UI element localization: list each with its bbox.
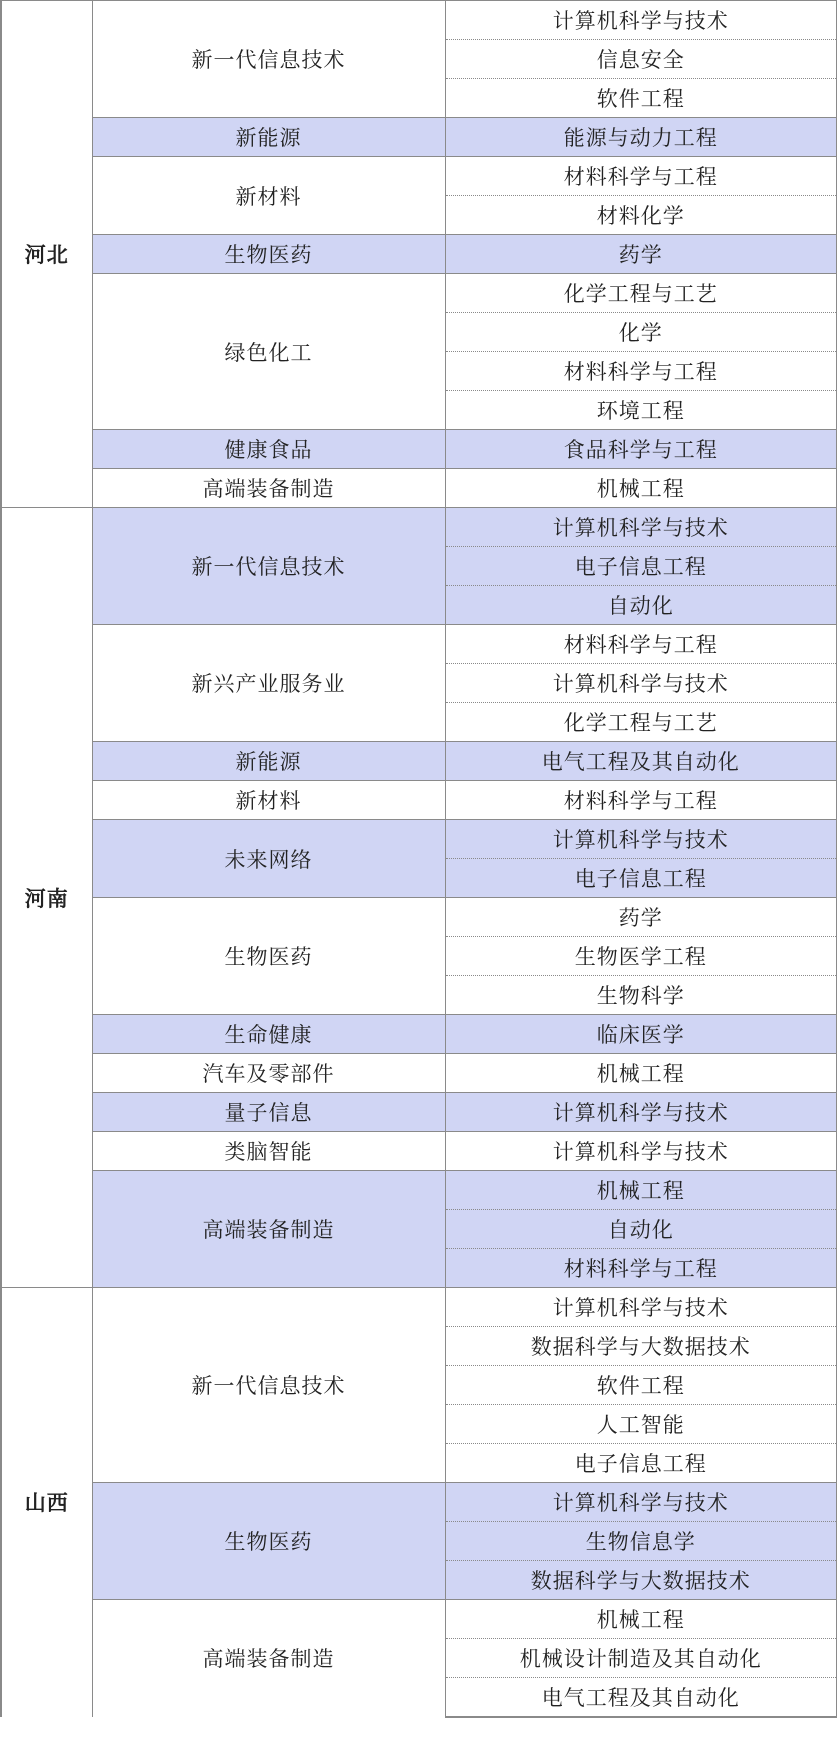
table-row	[1, 898, 837, 937]
major-cell: 计算机科学与技术	[445, 508, 837, 547]
table-row	[1, 1132, 837, 1171]
major-cell: 计算机科学与技术	[445, 1288, 837, 1327]
major-cell: 药学	[445, 898, 837, 937]
major-cell: 化学工程与工艺	[445, 274, 837, 313]
major-cell: 材料科学与工程	[445, 352, 837, 391]
major-cell: 材料科学与工程	[445, 1249, 837, 1288]
industry-cell: 绿色化工	[92, 274, 445, 430]
major-cell: 材料科学与工程	[445, 781, 837, 820]
major-cell: 软件工程	[445, 1366, 837, 1405]
major-cell: 信息安全	[445, 40, 837, 79]
industry-cell: 新材料	[92, 781, 445, 820]
major-cell: 自动化	[445, 1210, 837, 1249]
table-row	[1, 1054, 837, 1093]
major-cell: 环境工程	[445, 391, 837, 430]
industry-cell: 高端装备制造	[92, 469, 445, 508]
industry-cell: 生命健康	[92, 1015, 445, 1054]
major-cell: 自动化	[445, 586, 837, 625]
table-row	[1, 1288, 837, 1327]
industry-cell: 生物医药	[92, 1483, 445, 1600]
major-cell: 计算机科学与技术	[445, 1483, 837, 1522]
major-cell: 机械设计制造及其自动化	[445, 1639, 837, 1678]
industry-cell: 新能源	[92, 118, 445, 157]
table-row	[1, 1015, 837, 1054]
industry-cell: 生物医药	[92, 235, 445, 274]
major-cell: 材料科学与工程	[445, 625, 837, 664]
major-cell: 软件工程	[445, 79, 837, 118]
major-cell: 数据科学与大数据技术	[445, 1561, 837, 1600]
major-cell: 机械工程	[445, 1054, 837, 1093]
table-row	[1, 157, 837, 196]
major-cell: 人工智能	[445, 1405, 837, 1444]
industry-cell: 新一代信息技术	[92, 1, 445, 118]
table-row	[1, 1, 837, 40]
major-cell: 生物信息学	[445, 1522, 837, 1561]
province-cell: 河北	[1, 1, 92, 508]
major-cell: 机械工程	[445, 1171, 837, 1210]
table-row	[1, 1600, 837, 1639]
major-cell: 能源与动力工程	[445, 118, 837, 157]
major-cell: 电气工程及其自动化	[445, 1678, 837, 1717]
table-row	[1, 1171, 837, 1210]
major-cell: 计算机科学与技术	[445, 1, 837, 40]
table-row	[1, 1093, 837, 1132]
major-cell: 材料化学	[445, 196, 837, 235]
major-cell: 临床医学	[445, 1015, 837, 1054]
major-cell: 材料科学与工程	[445, 157, 837, 196]
industry-cell: 高端装备制造	[92, 1171, 445, 1288]
province-cell: 山西	[1, 1288, 92, 1717]
table-row	[1, 430, 837, 469]
table-row	[1, 781, 837, 820]
table-row	[1, 274, 837, 313]
table-row	[1, 469, 837, 508]
major-cell: 电气工程及其自动化	[445, 742, 837, 781]
major-cell: 生物医学工程	[445, 937, 837, 976]
industry-cell: 量子信息	[92, 1093, 445, 1132]
major-cell: 计算机科学与技术	[445, 664, 837, 703]
major-cell: 化学	[445, 313, 837, 352]
major-cell: 食品科学与工程	[445, 430, 837, 469]
industry-cell: 健康食品	[92, 430, 445, 469]
industry-cell: 汽车及零部件	[92, 1054, 445, 1093]
major-cell: 计算机科学与技术	[445, 1093, 837, 1132]
major-cell: 药学	[445, 235, 837, 274]
industry-cell: 生物医药	[92, 898, 445, 1015]
table-row	[1, 742, 837, 781]
major-cell: 电子信息工程	[445, 859, 837, 898]
major-cell: 电子信息工程	[445, 547, 837, 586]
major-cell: 电子信息工程	[445, 1444, 837, 1483]
table-row	[1, 1483, 837, 1522]
major-cell: 化学工程与工艺	[445, 703, 837, 742]
industry-cell: 新兴产业服务业	[92, 625, 445, 742]
major-cell: 数据科学与大数据技术	[445, 1327, 837, 1366]
industry-cell: 高端装备制造	[92, 1600, 445, 1717]
major-cell: 机械工程	[445, 469, 837, 508]
major-cell: 生物科学	[445, 976, 837, 1015]
major-cell: 机械工程	[445, 1600, 837, 1639]
table-row	[1, 235, 837, 274]
industry-cell: 新材料	[92, 157, 445, 235]
industry-cell: 新一代信息技术	[92, 1288, 445, 1483]
table-row	[1, 625, 837, 664]
industry-cell: 类脑智能	[92, 1132, 445, 1171]
table-row	[1, 820, 837, 859]
province-cell: 河南	[1, 508, 92, 1288]
major-cell: 计算机科学与技术	[445, 1132, 837, 1171]
table-row	[1, 118, 837, 157]
table-row	[1, 508, 837, 547]
industry-cell: 新一代信息技术	[92, 508, 445, 625]
industry-cell: 未来网络	[92, 820, 445, 898]
industry-cell: 新能源	[92, 742, 445, 781]
major-cell: 计算机科学与技术	[445, 820, 837, 859]
